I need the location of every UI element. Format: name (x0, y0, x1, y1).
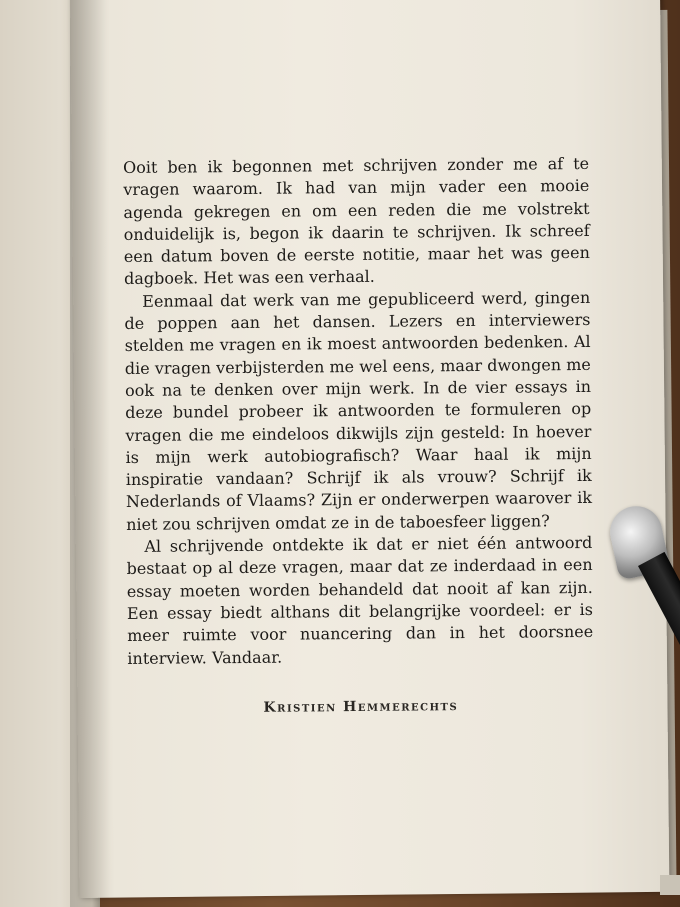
paragraph-2: Eenmaal dat werk van me gepubliceerd werd, gingen de poppen aan het dansen. Lezers en interviewers stelden me vragen en ik moest antwoorden bedenken. Al die vragen verbijsterden me wel eens, maar dwongen me ook na te denken over mijn werk. In de vier essays in deze bundel probeer ik antwoorden te formuleren op vragen die me eindeloos dikwijls zijn gesteld: In hoever is mijn werk autobiografisch? Waar haal ik mijn inspiratie vandaan? Schrijf ik als vrouw? Schrijf ik Nederlands of Vlaams? Zijn er onderwerpen waarover ik niet zou schrijven omdat ze in de taboesfeer liggen? (124, 287, 593, 534)
author-name: Kristien Hemmerechts (263, 697, 459, 716)
author-signature (128, 694, 594, 720)
book-gutter-shadow (70, 0, 110, 907)
paragraph-3: Al schrijvende ontdekte ik dat er niet één antwoord bestaat op al deze vragen, maar dat ze inderdaad in een essay moeten worden behandeld dat nooit af kan zijn. Een essay biedt althans dit belangrijke voordeel: er is meer ruimte voor nuancering dan in het doorsnee interview. Vandaar. (126, 532, 594, 668)
page-text-block (123, 153, 594, 720)
corner-paper-strip (660, 875, 680, 895)
paragraph-1: Ooit ben ik begonnen met schrijven zonder me af te vragen waarom. Ik had van mijn vader een mooie agenda gekregen en om een reden die me volstrekt onduidelijk is, begon ik daarin te schrijven. Ik schreef een datum boven de eerste notitie, maar het was geen dagboek. Het was een verhaal. (123, 153, 590, 289)
